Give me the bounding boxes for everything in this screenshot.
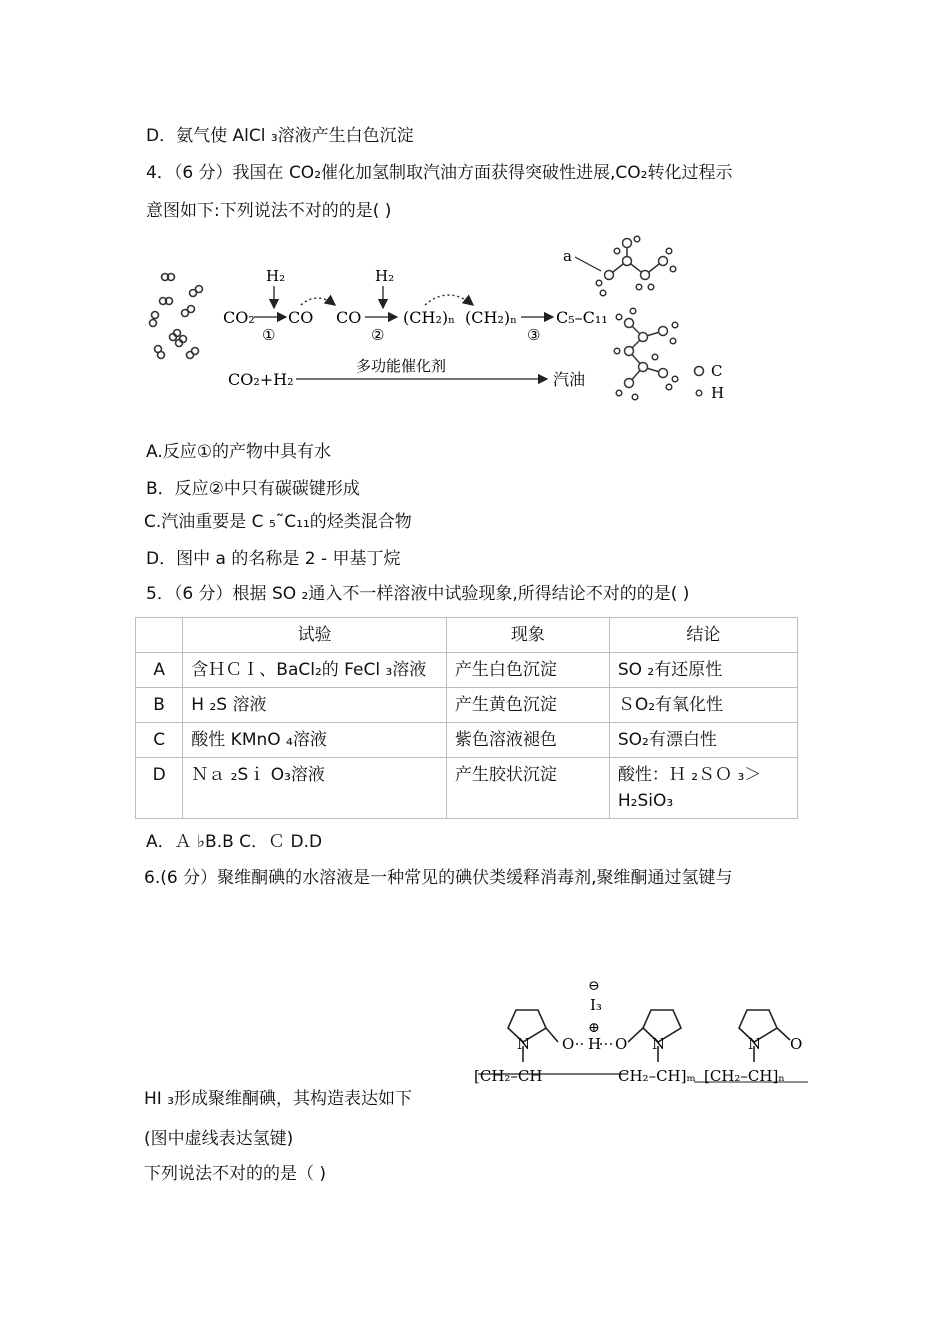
step-3: ③ [527,326,541,344]
legend-h-label: H [711,384,725,402]
povidone-iodine-structure [468,970,813,1092]
q4-stem-line2: 意图如下:下列说法不对的的是( ) [146,201,392,221]
molecule-model-a [596,236,676,296]
table-row [136,758,798,819]
o-label-2: O [615,1035,628,1053]
co2-conversion-figure [143,233,733,411]
ch2n-text-1: (CH₂)ₙ [403,308,456,327]
table-cell: C [136,723,183,758]
iodide-label: I₃ [590,996,602,1014]
table-cell: 含ＨＣＩ、BaCl₂的 FeCl ₃溶液 [183,653,447,688]
table-row [136,723,798,758]
table-cell: SO₂有漂白性 [609,723,797,758]
co-text-2: CO [336,308,362,327]
q6-stem-line2: HI ₃形成聚维酮碘，其构造表达如下 [144,1089,413,1109]
q5-stem: 5．（6 分）根据 SO ₂通入不一样溶液中试验现象,所得结论不对的的是( ) [146,584,690,604]
catalyst-text: 多功能催化剂 [356,357,447,375]
q4-option-b: B．反应②中只有碳碳键形成 [146,479,360,499]
o-label-3: O [790,1035,803,1053]
co-text-1: CO [288,308,314,327]
reactants-text: CO₂+H₂ [228,370,294,389]
table-header-cell: 结论 [609,618,797,653]
q4-option-c: C.汽油重要是 C ₅˜C₁₁的烃类混合物 [144,512,412,532]
molecule-model-chain [614,308,678,400]
q6-question: 下列说法不对的的是（ ) [144,1164,327,1184]
minus-icon: ⊖ [588,978,600,994]
legend-h-icon [696,390,702,396]
ch2n-text-2: (CH₂)ₙ [465,308,518,327]
q5-answer-options: A．Ａ ♭B.B C．Ｃ D.D [146,832,323,852]
table-cell: H ₂S 溶液 [183,688,447,723]
q6-note: (图中虚线表达氢键) [144,1129,294,1149]
q5-table [135,617,798,819]
table-header-cell: 现象 [446,618,609,653]
n-label-1: N [517,1035,531,1053]
o-label-1: O [562,1035,575,1053]
gasoline-text: 汽油 [553,370,586,389]
table-cell: A [136,653,183,688]
table-cell: D [136,758,183,819]
table-cell: 紫色溶液褪色 [446,723,609,758]
plus-icon: ⊕ [588,1020,600,1036]
table-cell: 产生黄色沉淀 [446,688,609,723]
n-label-2: N [652,1035,666,1053]
q6-stem-line1: 6.(6 分）聚维酮碘的水溶液是一种常见的碘伏类缓释消毒剂,聚维酮通过氢键与 [144,868,733,888]
backbone-left: [CH₂–CH [474,1067,543,1085]
co2-molecule-cluster [150,274,203,359]
backbone-right: [CH₂–CH]ₙ [704,1067,785,1085]
h-label: H [588,1035,602,1053]
q4-stem-line1: 4．（6 分）我国在 CO₂催化加氢制取汽油方面获得突破性进展,CO₂转化过程示 [146,163,733,183]
h2-label-2: H₂ [375,267,395,285]
table-cell: ＳO₂有氧化性 [609,688,797,723]
table-header-cell: 试验 [183,618,447,653]
table-cell: 产生白色沉淀 [446,653,609,688]
q3-option-d: D．氨气使 AlCl ₃溶液产生白色沉淀 [146,126,414,146]
table-cell: 酸性 KMnO ₄溶液 [183,723,447,758]
step-2: ② [371,326,385,344]
table-cell: B [136,688,183,723]
h2-label-1: H₂ [266,267,286,285]
step-1: ① [262,326,276,344]
legend-c-icon [695,367,704,376]
n-label-3: N [748,1035,762,1053]
table-header-cell [136,618,183,653]
table-cell: Ｎａ ₂Sｉ O₃溶液 [183,758,447,819]
table-row [136,688,798,723]
label-a: a [563,247,572,265]
table-row [136,653,798,688]
legend-c-label: C [711,362,723,380]
table-cell: 产生胶状沉淀 [446,758,609,819]
backbone-mid: CH₂–CH]ₘ [618,1067,696,1085]
co2-text: CO₂ [223,308,255,327]
table-cell: 酸性：Ｈ ₂ＳＯ ₃＞ H₂SiO₃ [609,758,797,819]
c5-c11-text: C₅–C₁₁ [556,308,608,327]
q4-option-a: A.反应①的产物中具有水 [146,442,331,462]
table-header-row [136,618,798,653]
table-cell: SO ₂有还原性 [609,653,797,688]
q4-option-d: D．图中 a 的名称是 2 - 甲基丁烷 [146,549,401,569]
